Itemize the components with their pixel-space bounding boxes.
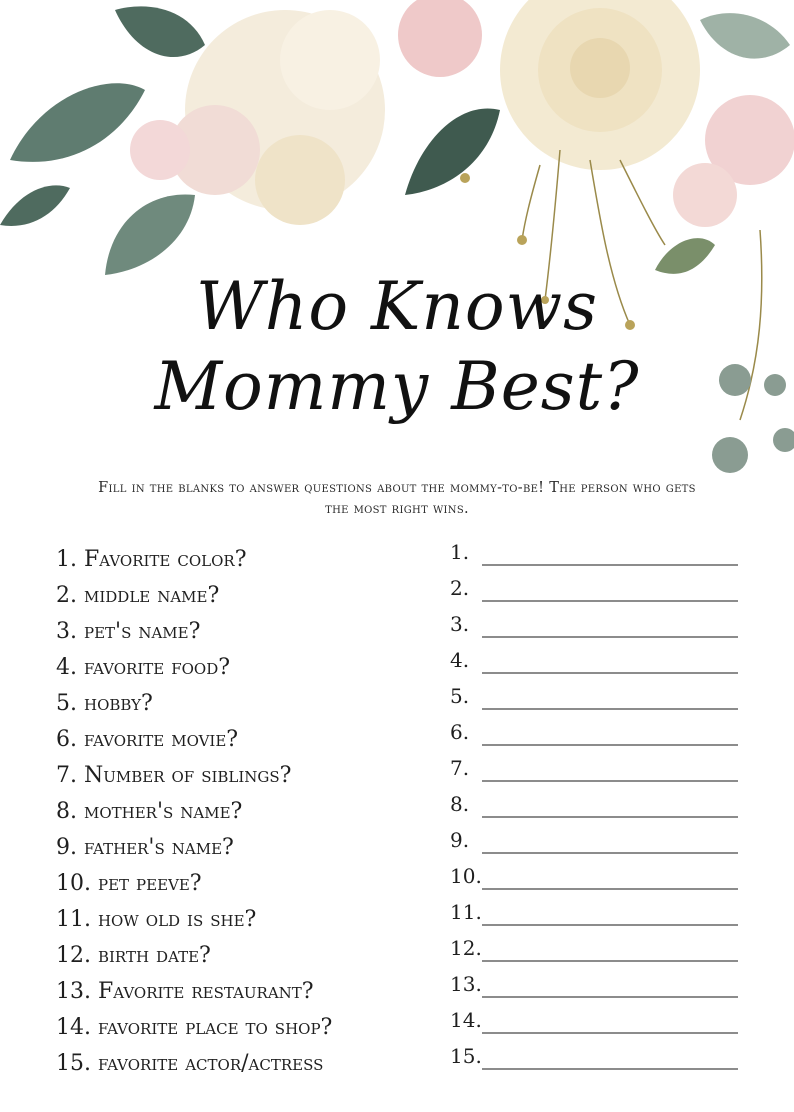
question-item: 9. father's name? — [56, 835, 234, 860]
question-item: 15. favorite actor/actress — [56, 1051, 324, 1076]
answer-line — [482, 996, 738, 998]
answer-row — [450, 824, 750, 860]
question-item: 14. favorite place to shop? — [56, 1015, 333, 1040]
answer-row — [450, 860, 750, 896]
answer-line — [482, 708, 738, 710]
answer-number: 6. — [450, 720, 470, 744]
answer-number: 7. — [450, 756, 470, 780]
answer-number: 2. — [450, 576, 470, 600]
answer-row — [450, 716, 750, 752]
title-line-2: Mommy Best? — [154, 348, 640, 425]
question-item: 12. birth date? — [56, 943, 211, 968]
question-item: 1. Favorite color? — [56, 547, 247, 572]
answer-row — [450, 896, 750, 932]
answer-row — [450, 932, 750, 968]
answer-row — [450, 968, 750, 1004]
answer-number: 13. — [450, 972, 482, 996]
answer-number: 9. — [450, 828, 470, 852]
floral-decoration — [0, 0, 794, 500]
answer-number: 11. — [450, 900, 482, 924]
instructions: Fill in the blanks to answer questions about the mommy-to-be! The person who gets the most right wins. — [98, 480, 696, 517]
answer-number: 4. — [450, 648, 470, 672]
answer-line — [482, 888, 738, 890]
answer-line — [482, 1032, 738, 1034]
question-item: 13. Favorite restaurant? — [56, 979, 314, 1004]
answer-list — [450, 536, 750, 1076]
question-item: 3. pet's name? — [56, 619, 201, 644]
answer-number: 10. — [450, 864, 482, 888]
answer-number: 8. — [450, 792, 470, 816]
answer-line — [482, 1068, 738, 1070]
question-item: 8. mother's name? — [56, 799, 243, 824]
answer-number: 12. — [450, 936, 482, 960]
answer-row — [450, 788, 750, 824]
answer-number: 15. — [450, 1044, 482, 1068]
answer-line — [482, 780, 738, 782]
answer-number: 14. — [450, 1008, 482, 1032]
answer-number: 3. — [450, 612, 470, 636]
answer-line — [482, 744, 738, 746]
answer-number: 5. — [450, 684, 470, 708]
question-item: 7. Number of siblings? — [56, 763, 292, 788]
answer-line — [482, 960, 738, 962]
question-item: 10. pet peeve? — [56, 871, 202, 896]
answer-row — [450, 644, 750, 680]
question-item: 4. favorite food? — [56, 655, 231, 680]
question-item: 6. favorite movie? — [56, 727, 239, 752]
answer-line — [482, 564, 738, 566]
answer-number: 1. — [450, 540, 470, 564]
answer-row — [450, 536, 750, 572]
answer-line — [482, 636, 738, 638]
answer-line — [482, 852, 738, 854]
rose-icon — [500, 0, 700, 170]
answer-line — [482, 924, 738, 926]
answer-line — [482, 816, 738, 818]
question-list — [56, 542, 426, 1082]
answer-row — [450, 752, 750, 788]
question-item: 5. hobby? — [56, 691, 153, 716]
answer-row — [450, 1004, 750, 1040]
answer-line — [482, 672, 738, 674]
question-item: 11. how old is she? — [56, 907, 257, 932]
title-line-1: Who Knows — [196, 268, 598, 345]
answer-row — [450, 572, 750, 608]
answer-row — [450, 608, 750, 644]
answer-row — [450, 1040, 750, 1076]
answer-row — [450, 680, 750, 716]
question-item: 2. middle name? — [56, 583, 220, 608]
answer-line — [482, 600, 738, 602]
